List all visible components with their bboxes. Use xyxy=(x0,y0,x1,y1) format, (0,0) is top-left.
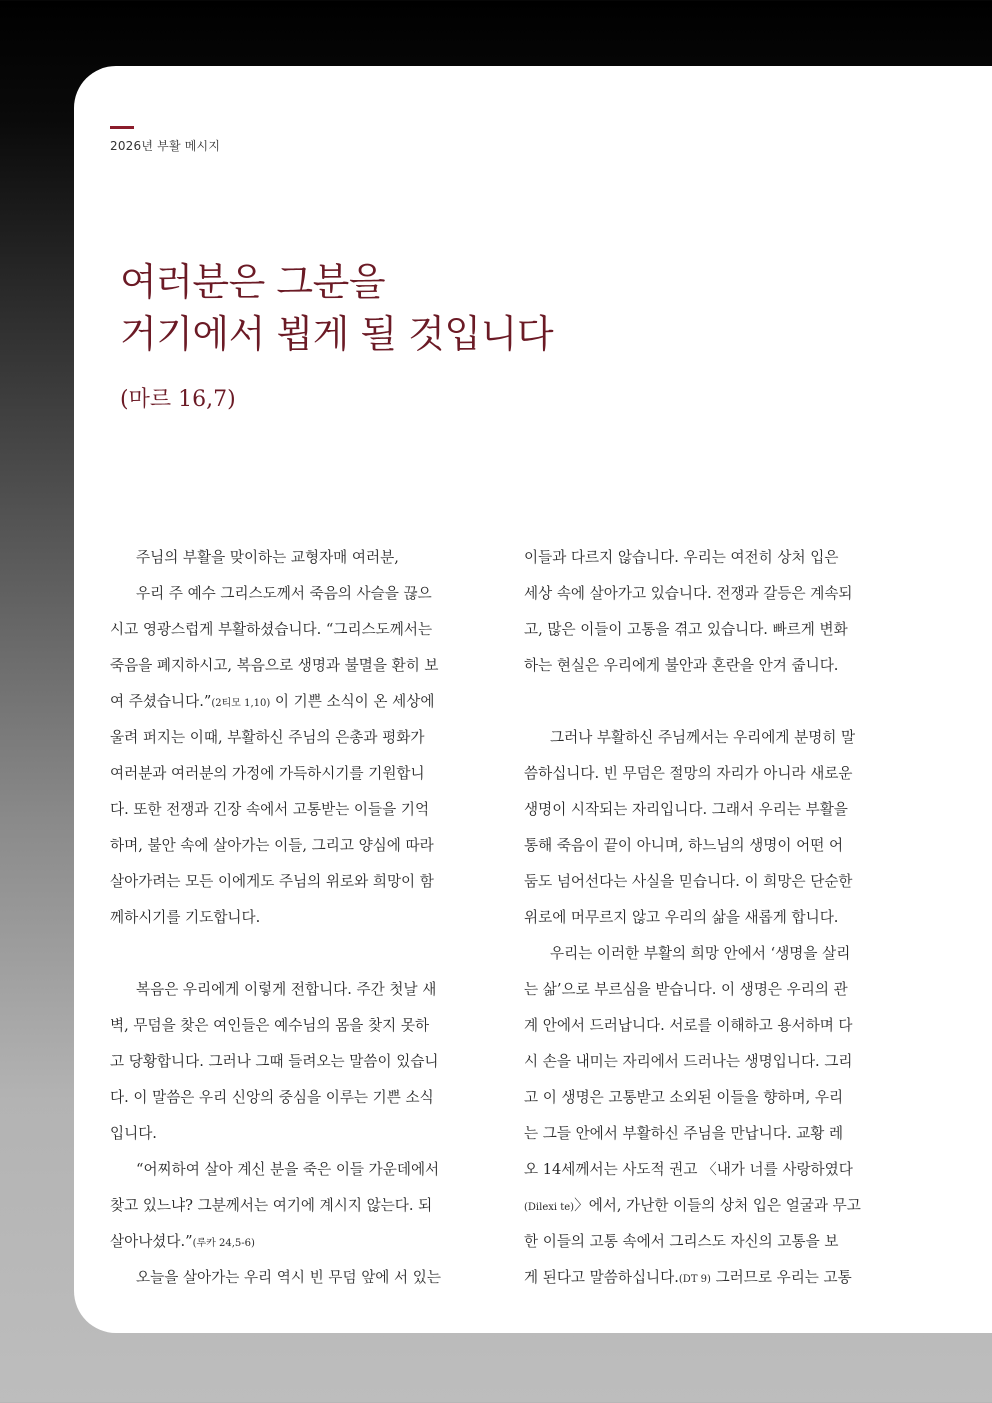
text-line xyxy=(524,1260,924,1296)
text-line: 입니다. xyxy=(110,1125,157,1142)
document-reference: (Dilexi te) xyxy=(524,1202,575,1213)
text-line: 살아가려는 모든 이에게도 주님의 위로와 희망이 함 xyxy=(110,873,434,890)
text-line: 주님의 부활을 맞이하는 교형자매 여러분, xyxy=(136,549,399,566)
text-line: 하는 현실은 우리에게 불안과 혼란을 안겨 줍니다. xyxy=(524,657,839,674)
text-line: 세상 속에 살아가고 있습니다. 전쟁과 갈등은 계속되 xyxy=(524,585,853,602)
text-fragment: 여 주셨습니다.” xyxy=(110,693,212,710)
paragraph-gap xyxy=(524,684,924,720)
text-line: 통해 죽음이 끝이 아니며, 하느님의 생명이 어떤 어 xyxy=(524,837,844,854)
scripture-reference: (루카 24,5-6) xyxy=(192,1238,255,1249)
body-column-right xyxy=(524,540,924,1296)
text-line: 이들과 다르지 않습니다. 우리는 여전히 상처 입은 xyxy=(524,549,839,566)
header-accent-bar xyxy=(110,126,134,129)
text-line: 시고 영광스럽게 부활하셨습니다. “그리스도께서는 xyxy=(110,621,433,638)
paragraph-gap xyxy=(110,936,510,972)
text-line: 는 삶’으로 부르심을 받습니다. 이 생명은 우리의 관 xyxy=(524,981,848,998)
document-page xyxy=(74,66,992,1333)
text-line: 위로에 머무르지 않고 우리의 삶을 새롭게 합니다. xyxy=(524,909,839,926)
text-line: “어찌하여 살아 계신 분을 죽은 이들 가운데에서 xyxy=(136,1161,440,1178)
text-line: 씀하십니다. 빈 무덤은 절망의 자리가 아니라 새로운 xyxy=(524,765,853,782)
text-line: 생명이 시작되는 자리입니다. 그래서 우리는 부활을 xyxy=(524,801,848,818)
text-line xyxy=(110,684,510,720)
text-line: 찾고 있느냐? 그분께서는 여기에 계시지 않는다. 되 xyxy=(110,1197,433,1214)
text-line: 둠도 넘어선다는 사실을 믿습니다. 이 희망은 단순한 xyxy=(524,873,853,890)
title-citation: (마르 16,7) xyxy=(120,387,236,412)
text-line: 울려 퍼지는 이때, 부활하신 주님의 은총과 평화가 xyxy=(110,729,425,746)
text-fragment: 〉에서, 가난한 이들의 상처 입은 얼굴과 무고 xyxy=(574,1197,861,1214)
document-reference: (DT 9) xyxy=(678,1274,711,1285)
text-fragment: 살아나셨다.” xyxy=(110,1233,193,1250)
text-line: 한 이들의 고통 속에서 그리스도 자신의 고통을 보 xyxy=(524,1233,839,1250)
text-line: 벽, 무덤을 찾은 여인들은 예수님의 몸을 찾지 못하 xyxy=(110,1017,430,1034)
text-line: 그러나 부활하신 주님께서는 우리에게 분명히 말 xyxy=(550,729,856,746)
running-head: 2026년 부활 메시지 xyxy=(110,139,221,153)
text-line: 께하시기를 기도합니다. xyxy=(110,909,261,926)
body-column-left xyxy=(110,540,510,1296)
page-title xyxy=(120,256,960,360)
text-line: 죽음을 폐지하시고, 복음으로 생명과 불멸을 환히 보 xyxy=(110,657,439,674)
text-line: 다. 이 말씀은 우리 신앙의 중심을 이루는 기쁜 소식 xyxy=(110,1089,434,1106)
text-line: 는 그들 안에서 부활하신 주님을 만납니다. 교황 레 xyxy=(524,1125,844,1142)
text-line xyxy=(524,1188,924,1224)
text-line: 고 당황합니다. 그러나 그때 들려오는 말씀이 있습니 xyxy=(110,1053,439,1070)
text-line: 복음은 우리에게 이렇게 전합니다. 주간 첫날 새 xyxy=(136,981,437,998)
title-line-1: 여러분은 그분을 xyxy=(120,260,386,304)
scripture-reference: (2티모 1,10) xyxy=(211,698,271,709)
text-line: 오늘을 살아가는 우리 역시 빈 무덤 앞에 서 있는 xyxy=(136,1269,441,1286)
title-line-2: 거기에서 뵙게 될 것입니다 xyxy=(120,312,554,356)
text-line: 우리 주 예수 그리스도께서 죽음의 사슬을 끊으 xyxy=(136,585,432,602)
text-fragment: 그러므로 우리는 고통 xyxy=(710,1269,852,1286)
text-line xyxy=(110,1224,510,1260)
text-line: 하며, 불안 속에 살아가는 이들, 그리고 양심에 따라 xyxy=(110,837,434,854)
text-line: 계 안에서 드러납니다. 서로를 이해하고 용서하며 다 xyxy=(524,1017,853,1034)
text-line: 우리는 이러한 부활의 희망 안에서 ‘생명을 살리 xyxy=(550,945,851,962)
text-fragment: 게 된다고 말씀하십니다. xyxy=(524,1269,679,1286)
text-fragment: 이 기쁜 소식이 온 세상에 xyxy=(270,693,435,710)
text-line: 오 14세께서는 사도적 권고 〈내가 너를 사랑하였다 xyxy=(524,1161,853,1178)
text-line: 시 손을 내미는 자리에서 드러나는 생명입니다. 그리 xyxy=(524,1053,853,1070)
text-line: 고, 많은 이들이 고통을 겪고 있습니다. 빠르게 변화 xyxy=(524,621,848,638)
text-line: 고 이 생명은 고통받고 소외된 이들을 향하며, 우리 xyxy=(524,1089,844,1106)
text-line: 여러분과 여러분의 가정에 가득하시기를 기원합니 xyxy=(110,765,425,782)
text-line: 다. 또한 전쟁과 긴장 속에서 고통받는 이들을 기억 xyxy=(110,801,430,818)
